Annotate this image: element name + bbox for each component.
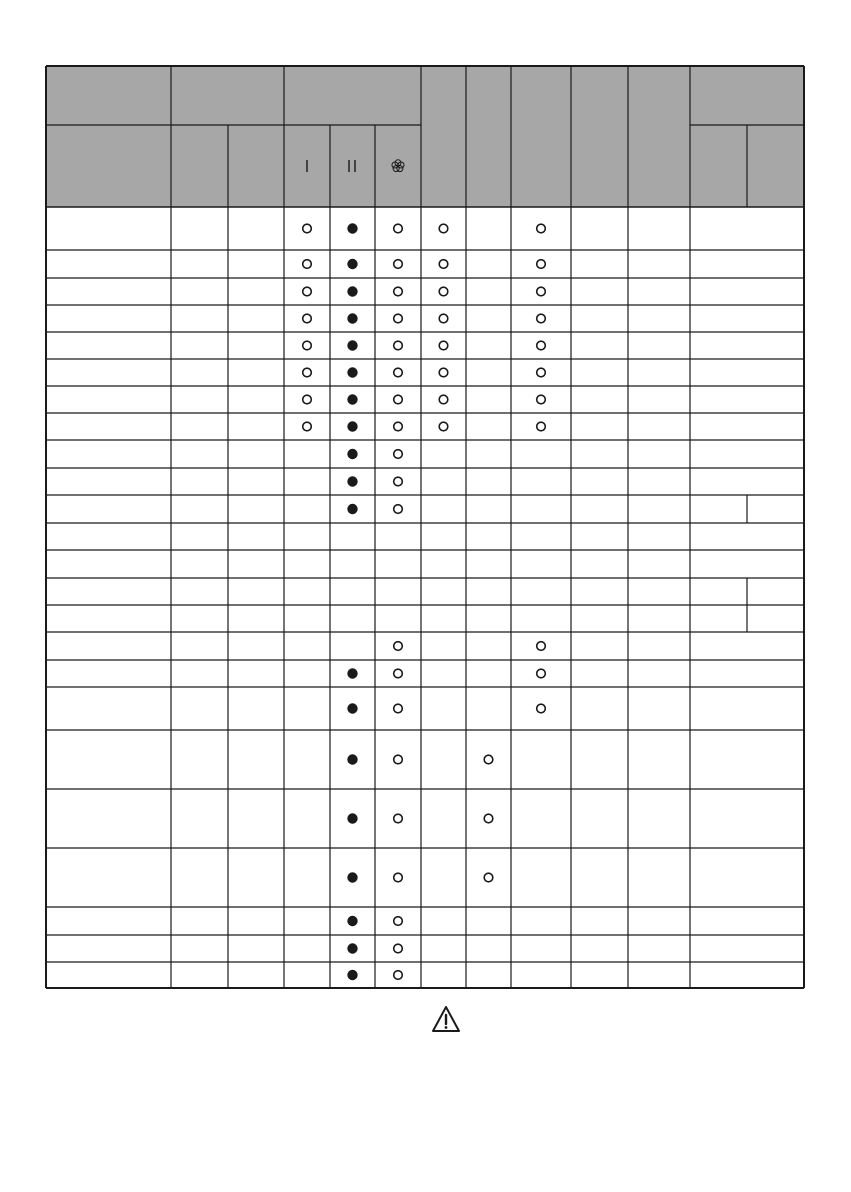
- open-circle-marker: [439, 287, 448, 296]
- filled-circle-marker: [347, 367, 357, 377]
- open-circle-marker: [537, 314, 546, 323]
- open-circle-marker: [303, 287, 312, 296]
- open-circle-marker: [303, 395, 312, 404]
- open-circle-marker: [394, 704, 403, 713]
- open-circle-marker: [537, 422, 546, 431]
- open-circle-marker: [394, 422, 403, 431]
- open-circle-marker: [394, 341, 403, 350]
- filled-circle-marker: [347, 970, 357, 980]
- filled-circle-marker: [347, 394, 357, 404]
- filled-circle-marker: [347, 223, 357, 233]
- open-circle-marker: [394, 450, 403, 459]
- open-circle-marker: [484, 814, 493, 823]
- filled-circle-marker: [347, 313, 357, 323]
- warning-triangle-icon: [431, 1005, 461, 1033]
- filled-circle-marker: [347, 916, 357, 926]
- filled-circle-marker: [347, 943, 357, 953]
- filled-circle-marker: [347, 504, 357, 514]
- open-circle-marker: [394, 755, 403, 764]
- open-circle-marker: [394, 917, 403, 926]
- open-circle-marker: [439, 422, 448, 431]
- filled-circle-marker: [347, 286, 357, 296]
- open-circle-marker: [394, 314, 403, 323]
- filled-circle-marker: [347, 340, 357, 350]
- filled-circle-marker: [347, 754, 357, 764]
- open-circle-marker: [394, 669, 403, 678]
- open-circle-marker: [484, 755, 493, 764]
- open-circle-marker: [394, 814, 403, 823]
- table-markers: [303, 223, 546, 980]
- open-circle-marker: [394, 224, 403, 233]
- open-circle-marker: [303, 224, 312, 233]
- open-circle-marker: [439, 224, 448, 233]
- open-circle-marker: [439, 260, 448, 269]
- filled-circle-marker: [347, 476, 357, 486]
- open-circle-marker: [394, 873, 403, 882]
- open-circle-marker: [439, 368, 448, 377]
- open-circle-marker: [537, 224, 546, 233]
- filled-circle-marker: [347, 872, 357, 882]
- open-circle-marker: [537, 368, 546, 377]
- open-circle-marker: [303, 368, 312, 377]
- filled-circle-marker: [347, 668, 357, 678]
- open-circle-marker: [484, 873, 493, 882]
- open-circle-marker: [439, 341, 448, 350]
- open-circle-marker: [537, 341, 546, 350]
- open-circle-marker: [394, 505, 403, 514]
- filled-circle-marker: [347, 703, 357, 713]
- filled-circle-marker: [347, 421, 357, 431]
- open-circle-marker: [303, 422, 312, 431]
- open-circle-marker: [394, 260, 403, 269]
- open-circle-marker: [537, 287, 546, 296]
- open-circle-marker: [394, 477, 403, 486]
- open-circle-marker: [394, 971, 403, 980]
- filled-circle-marker: [347, 449, 357, 459]
- open-circle-marker: [394, 368, 403, 377]
- open-circle-marker: [537, 642, 546, 651]
- open-circle-marker: [394, 944, 403, 953]
- open-circle-marker: [439, 314, 448, 323]
- open-circle-marker: [303, 341, 312, 350]
- open-circle-marker: [537, 704, 546, 713]
- open-circle-marker: [537, 395, 546, 404]
- open-circle-marker: [303, 260, 312, 269]
- filled-circle-marker: [347, 259, 357, 269]
- open-circle-marker: [303, 314, 312, 323]
- open-circle-marker: [439, 395, 448, 404]
- open-circle-marker: [537, 669, 546, 678]
- open-circle-marker: [394, 395, 403, 404]
- open-circle-marker: [394, 642, 403, 651]
- open-circle-marker: [537, 260, 546, 269]
- filled-circle-marker: [347, 813, 357, 823]
- open-circle-marker: [394, 287, 403, 296]
